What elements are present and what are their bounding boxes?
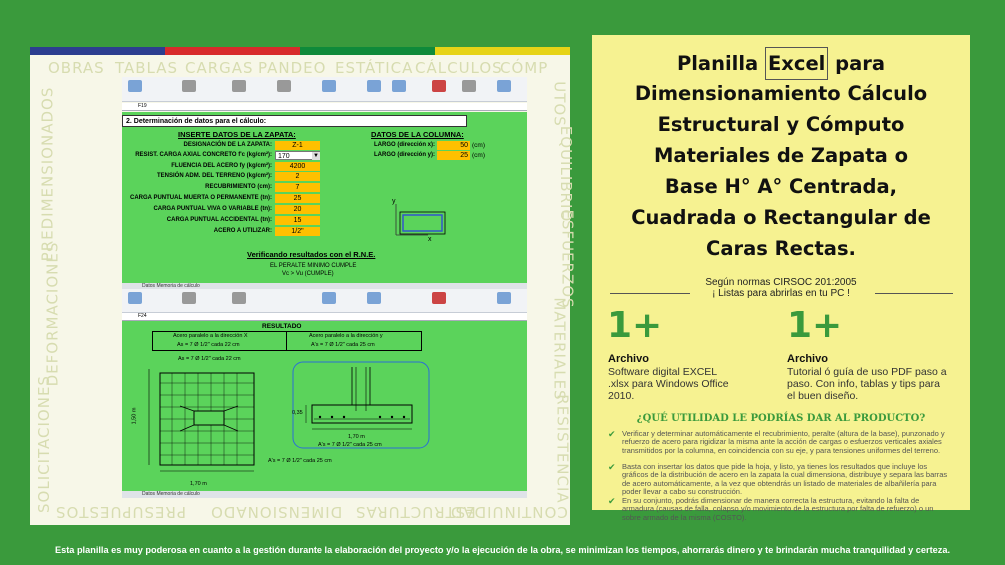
benefit-item: ✔ Verificar y determinar automáticamente el recubrimiento, peralte (altura de la base), punzonado y refuerzo de acero para rigidizar la misma ante la acción de cargas o esfuerzos verticales axiales transmitidos por la columna, en coincidencia con su eje, y para tensiones uniformes del terreno. [608,429,945,455]
input-column-y[interactable]: 25 [437,151,470,160]
dir-x-value: As = 7 Ø 1/2" cada 22 cm [177,342,240,348]
input-label: CARGA PUNTUAL VIVA O VARIABLE (tn): [153,206,272,212]
input-label: FLUENCIA DEL ACERO fy (kg/cm²): [171,163,272,169]
verification-line: Vc > Vu (CUMPLE) [282,271,334,277]
bg-word: DEFORMACIONES [43,241,62,387]
stripe-yellow [435,47,570,55]
benefit-item: ✔ En su conjunto, podrás dimensionar de manera correcta la estructura, evitando la falta de armadura (causas de falla, colapso y/o movimiento de la estructura por falta de refuerzo) o un sobre armado de la misma (COSTO). [608,496,934,522]
dim-170-label: 1,70 m [190,481,207,487]
bg-word: CÓMP [500,59,549,77]
divider [875,293,953,294]
title-line: Dimensionamiento Cálculo [634,82,928,105]
sec-170-label: 1,70 m [348,434,365,440]
bg-word: TABLAS [115,59,179,77]
input-label: CARGA PUNTUAL MUERTA O PERMANENTE (tn): [130,195,272,201]
plan-right-label: A's = 7 Ø 1/2" cada 25 cm [268,458,332,464]
input-soil-stress[interactable]: 2 [275,172,320,181]
title-line: Caras Rectas. [706,237,856,260]
input-cover[interactable]: 7 [275,183,320,192]
column-diagram [390,200,450,240]
screenshot-panel [30,55,577,525]
bg-word: EQUILIBRIO [557,125,576,223]
verification-line: EL PERALTE MINIMO CUMPLE [270,263,357,269]
result-title: RESULTADO [262,323,302,330]
bg-word: MATERIALES [550,297,569,401]
stripe-red [165,47,300,55]
bg-word: PANDEO [258,59,327,77]
bg-word: ESFUERZOS [558,209,577,309]
axis-x-label: x [428,236,432,243]
dim-150-label: 1,50 m [131,407,138,425]
formula-bar[interactable] [122,313,527,321]
ready-text: ¡ Listas para abrirlas en tu PC ! [712,288,850,299]
section-title: 2. Determinación de datos para el cálculo: [122,115,467,127]
input-label: RECUBRIMIENTO (cm): [205,184,272,190]
bg-word: PRESUPUESTOS [55,503,186,521]
input-dead-load[interactable]: 25 [275,194,320,203]
zapata-header: INSERTE DATOS DE LA ZAPATA: [178,130,296,139]
footing-plan-diagram [142,361,262,479]
stripe-blue [30,47,165,55]
cell-reference[interactable]: F19 [138,103,147,109]
count-pdf: 1+ [787,305,843,346]
worksheet-resultado[interactable] [122,321,527,491]
column-label: LARGO (dirección x): [373,142,435,148]
input-accidental-load[interactable]: 15 [275,216,320,225]
title-line: Cuadrada o Rectangular de [631,206,931,229]
input-label: TENSIÓN ADM. DEL TERRENO (kg/cm²): [156,173,272,179]
axis-y-label: y [392,198,396,205]
excel-ribbon[interactable] [122,289,527,313]
product-panel [592,35,970,522]
card-pdf-text: Tutorial ó guía de uso PDF paso a paso. Con info, tablas y tips para el buen diseño. [787,366,947,402]
chevron-down-icon[interactable]: ▼ [313,153,319,159]
bg-word: RESISTENCIA [553,394,572,504]
bg-word: CARGAS [185,59,254,77]
dir-y-value: A's = 7 Ø 1/2" cada 25 cm [311,342,375,348]
sheet-tabs[interactable]: Datos Memoria de cálculo [122,491,527,498]
card-excel-heading: Archivo [608,353,649,365]
excel-highlight: Excel [765,47,828,80]
bg-word: OBRAS [48,59,105,77]
utility-title: ¿QUÉ UTILIDAD LE PODRÍAS DAR AL PRODUCTO? [636,413,926,424]
formula-bar[interactable] [122,103,527,111]
sec-steel-label: A's = 7 Ø 1/2" cada 25 cm [318,442,382,448]
bg-word: DIMENSIONADO [210,503,343,521]
check-icon: ✔ [608,429,616,439]
column-label: LARGO (dirección y): [373,152,435,158]
dir-x-title: Acero paralelo a la dirección X [173,333,248,339]
input-live-load[interactable]: 20 [275,205,320,214]
input-fy[interactable]: 4200 [275,162,320,171]
unit-label: (cm) [472,142,485,149]
card-excel-text: Software digital EXCEL .xlsx para Windows Office 2010. [608,366,729,402]
columna-header: DATOS DE LA COLUMNA: [371,130,464,139]
check-icon: ✔ [608,462,616,472]
sec-035-label: 0,35 [292,410,303,416]
norms-text: Según normas CIRSOC 201:2005 [705,277,857,288]
sheet-tabs[interactable]: Datos Memoria de cálculo [122,283,527,290]
cell-reference[interactable]: F24 [138,313,147,319]
title-line: Materiales de Zapata o [654,144,908,167]
bg-word: ESTRUCTURAS [355,503,476,521]
bg-word: PREDIMENSIONADOS [38,86,57,262]
bg-word: UTOS [550,81,569,127]
unit-label: (cm) [472,152,485,159]
benefit-item: ✔ Basta con insertar los datos que pide la hoja, y listo, ya tienes los resultados que incluye los gráficos de la distribución de acero en la zapata la cual dimensiona, distribuye y separa las barras de acero automáticamente, a la vez que obtendrás un listado de materiales de albañilería para poder llevar a cabo su construcción. [608,462,948,496]
check-icon: ✔ [608,496,616,506]
input-fc-select[interactable]: 170 [275,151,320,160]
plan-top-label: As = 7 Ø 1/2" cada 22 cm [178,356,241,362]
dir-y-title: Acero paralelo a la dirección y [309,333,383,339]
input-zapata-designation[interactable]: Z-1 [275,141,320,150]
count-excel: 1+ [607,305,663,346]
title-line: Estructural y Cómputo [657,113,905,136]
worksheet-datos[interactable] [122,112,527,283]
footer-text: Esta planilla es muy poderosa en cuanto a la gestión durante la elaboración del proyecto y/o la ejecución de la obra, se minimizan los tiempos, ahorrarás dinero y te brindarán mucha tranquilidad y certeza. [54,545,950,555]
input-label: DESIGNACIÓN DE LA ZAPATA: [183,142,272,148]
bg-word: SOLICITACIONES [34,375,53,513]
excel-ribbon[interactable] [122,77,527,102]
input-label: RESIST. CARGA AXIAL CONCRETO f'c (kg/cm²): [135,152,272,158]
bg-word: CONTINUIDAD [450,503,568,521]
input-label: CARGA PUNTUAL ACCIDENTAL (tn): [166,217,272,223]
bg-word: ESTÁTICA [335,59,414,77]
input-column-x[interactable]: 50 [437,141,470,150]
verification-title: Verificando resultados con el R.N.E. [247,250,376,259]
card-pdf-heading: Archivo [787,353,828,365]
product-title: Planilla Excel para [592,47,970,80]
result-table [152,331,422,351]
divider [610,293,690,294]
input-label: ACERO A UTILIZAR: [213,228,272,234]
bg-word: CÁLCULOS [415,59,503,77]
title-line: Base H° A° Centrada, [664,175,898,198]
input-steel[interactable]: 1/2" [275,227,320,236]
stripe-green [300,47,435,55]
